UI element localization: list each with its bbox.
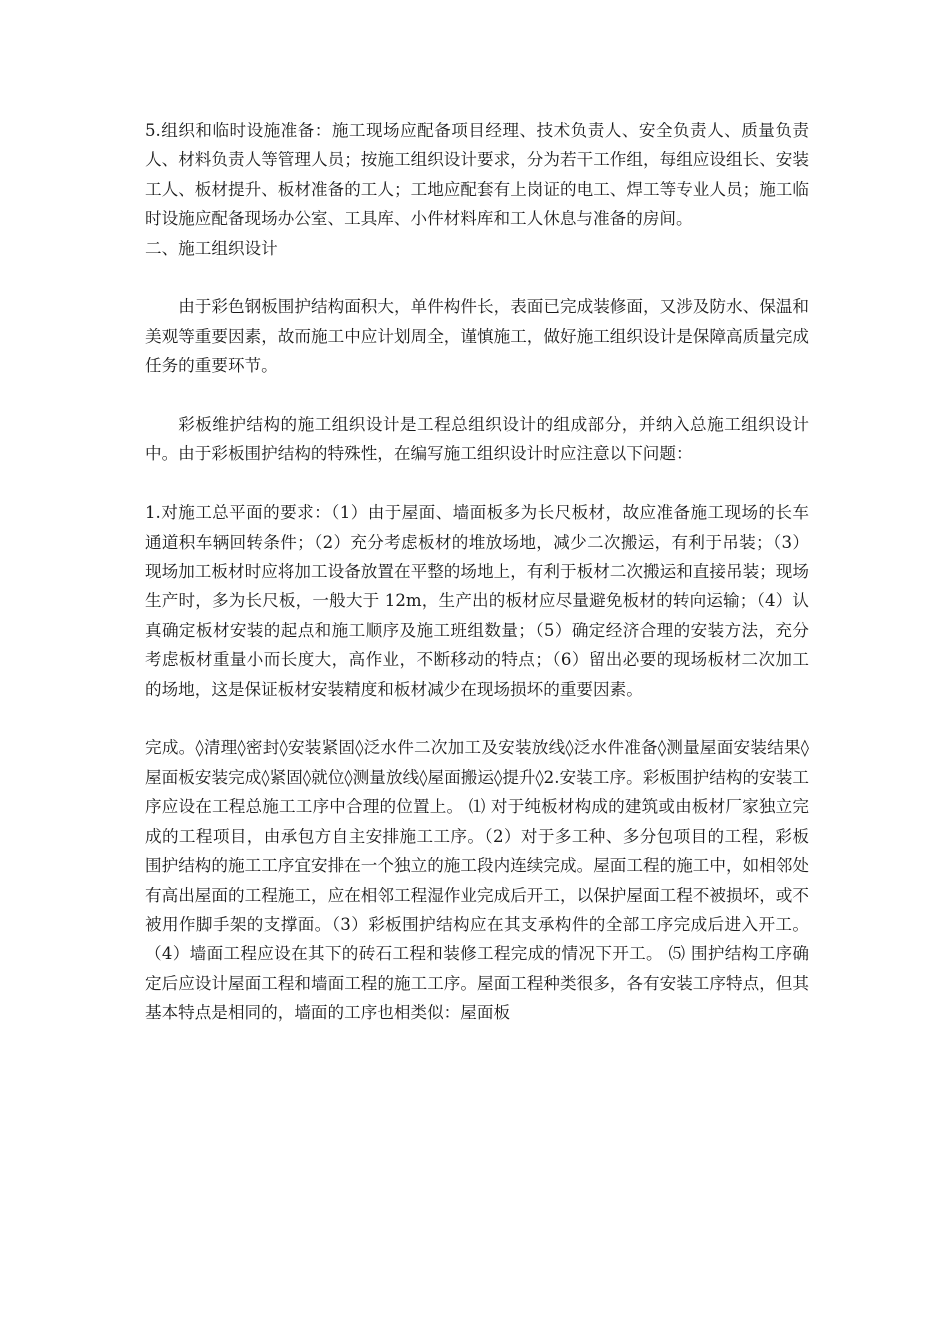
section-heading-construction-design: 二、施工组织设计 bbox=[145, 238, 278, 258]
paragraph-enclosure-design-notes: 彩板维护结构的施工组织设计是工程总组织设计的组成部分，并纳入总施工组织设计中。由于彩板围护结构的特殊性，在编写施工组织设计时应注意以下问题： bbox=[145, 415, 809, 464]
document-page bbox=[145, 116, 809, 1028]
paragraph-installation-sequence: 完成。◊清理◊密封◊安装紧固◊泛水件二次加工及安装放线◊泛水件准备◊测量屋面安装结果◊屋面板安装完成◊紧固◊就位◊测量放线◊屋面搬运◊提升◊2.安装工序。彩板围护结构的安装工序应设在工程总施工工序中合理的位置上。 ⑴ 对于纯板材构成的建筑或由板材厂家独立完成的工程项目，由承包方自主安排施工工序。（2）对于多工种、多分包项目的工程，彩板围护结构的施工工序宜安排在一个独立的施工段内连续完成。屋面工程的施工中，如相邻处有高出屋面的工程施工，应在相邻工程湿作业完成后开工，以保护屋面工程不被损坏，或不被用作脚手架的支撑面。（3）彩板围护结构应在其支承构件的全部工序完成后进入开工。（4）墙面工程应设在其下的砖石工程和装修工程完成的情况下开工。 ⑸ 围护结构工序确定后应设计屋面工程和墙面工程的施工工序。屋面工程种类很多，各有安装工序特点，但其基本特点是相同的，墙面的工序也相类似：屋面板 bbox=[145, 738, 809, 1023]
paragraph-organization-preparation: 5.组织和临时设施准备：施工现场应配备项目经理、技术负责人、安全负责人、质量负责人、材料负责人等管理人员；按施工组织设计要求，分为若干工作组，每组应设组长、安装工人、板材提升、板材准备的工人；工地应配套有上岗证的电工、焊工等专业人员；施工临时设施应配备现场办公室、工具库、小件材料库和工人休息与准备的房间。 bbox=[145, 121, 809, 229]
paragraph-color-steel-enclosure: 由于彩色钢板围护结构面积大，单件构件长，表面已完成装修面，又涉及防水、保温和美观等重要因素，故而施工中应计划周全，谨慎施工，做好施工组织设计是保障高质量完成任务的重要环节。 bbox=[145, 297, 809, 376]
paragraph-site-plan-requirements: 1.对施工总平面的要求：（1）由于屋面、墙面板多为长尺板材，故应准备施工现场的长车通道积车辆回转条件；（2）充分考虑板材的堆放场地，减少二次搬运，有利于吊装；（3）现场加工板材时应将加工设备放置在平整的场地上，有利于板材二次搬运和直接吊装；现场生产时，多为长尺板，一般大于 12m，生产出的板材应尽量避免板材的转向运输；（4）认真确定板材安装的起点和施工顺序及施工班组数量；（5）确定经济合理的安装方法，充分考虑板材重量小而长度大，高作业，不断移动的特点；（6）留出必要的现场板材二次加工的场地，这是保证板材安装精度和板材减少在现场损坏的重要因素。 bbox=[145, 503, 809, 699]
